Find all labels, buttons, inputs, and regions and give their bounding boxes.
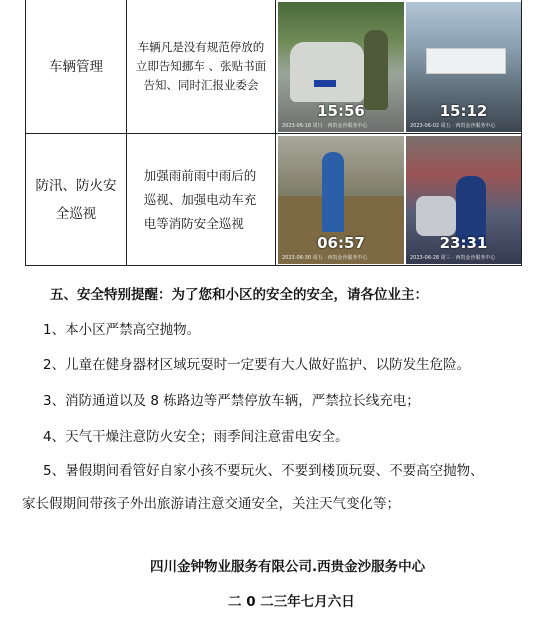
photo-caption: 2023-06-30 周五 · 西贵金沙服务中心 (282, 255, 368, 261)
car-shape (290, 42, 364, 102)
list-item: 1、本小区严禁高空抛物。 (43, 322, 201, 338)
license-plate (314, 80, 336, 87)
list-item: 2、儿童在健身器材区域玩耍时一定要有大人做好监护、以防发生危险。 (43, 357, 471, 373)
description-text: 加强雨前雨中雨后的 巡视、加强电动车充 电等消防安全巡视 (143, 167, 257, 231)
table-row (26, 133, 521, 265)
document-date: 二 0 二三年七月六日 (228, 594, 355, 610)
photo-car-parking (278, 2, 404, 132)
worker-figure (322, 152, 344, 232)
photo-fire-patrol (406, 136, 521, 264)
photo-caption: 2023-06-28 周三 · 西贵金沙服务中心 (410, 255, 496, 261)
category-label: 车辆管理 (49, 58, 103, 75)
description-text: 车辆凡是没有规范停放的立即告知挪车 、张贴书面告知、同时汇报业委会 (135, 40, 267, 92)
list-item: 4、天气干燥注意防火安全；雨季间注意雷电安全。 (43, 429, 349, 445)
description-cell (127, 0, 276, 133)
notice-sheet (426, 48, 506, 74)
photo-timestamp: 15:12 (439, 102, 488, 120)
photo-caption: 2023-06-18 周日 · 西贵金沙服务中心 (282, 123, 368, 129)
photo-cell (276, 134, 523, 265)
category-cell (26, 134, 127, 265)
organization-signature: 四川金钟物业服务有限公司.西贵金沙服务中心 (150, 559, 426, 575)
list-item: 3、消防通道以及 8 栋路边等严禁停放车辆，严禁拉长线充电； (43, 393, 420, 409)
safety-table (25, 0, 522, 266)
scooter-shape (416, 196, 456, 236)
list-item-continuation: 家长假期间带孩子外出旅游请注意交通安全，关注天气变化等； (22, 496, 400, 512)
photo-notice-on-car (406, 2, 521, 132)
list-item: 5、暑假期间看管好自家小孩不要玩火、不要到楼顶玩耍、不要高空抛物、 (43, 463, 484, 479)
photo-timestamp: 15:56 (317, 102, 365, 120)
staff-figure (364, 30, 388, 110)
section-heading: 五、安全特别提醒：为了您和小区的安全的安全，请各位业主： (50, 287, 428, 303)
photo-caption: 2023-06-02 周五 · 西贵金沙服务中心 (410, 123, 496, 129)
description-cell (127, 134, 276, 265)
table-row (26, 0, 521, 133)
photo-flood-patrol (278, 136, 404, 264)
category-label: 防汛、防火安 全巡视 (35, 177, 117, 222)
photo-timestamp: 06:57 (317, 234, 365, 252)
category-cell (26, 0, 127, 133)
photo-cell (276, 0, 523, 133)
photo-timestamp: 23:31 (439, 234, 488, 252)
